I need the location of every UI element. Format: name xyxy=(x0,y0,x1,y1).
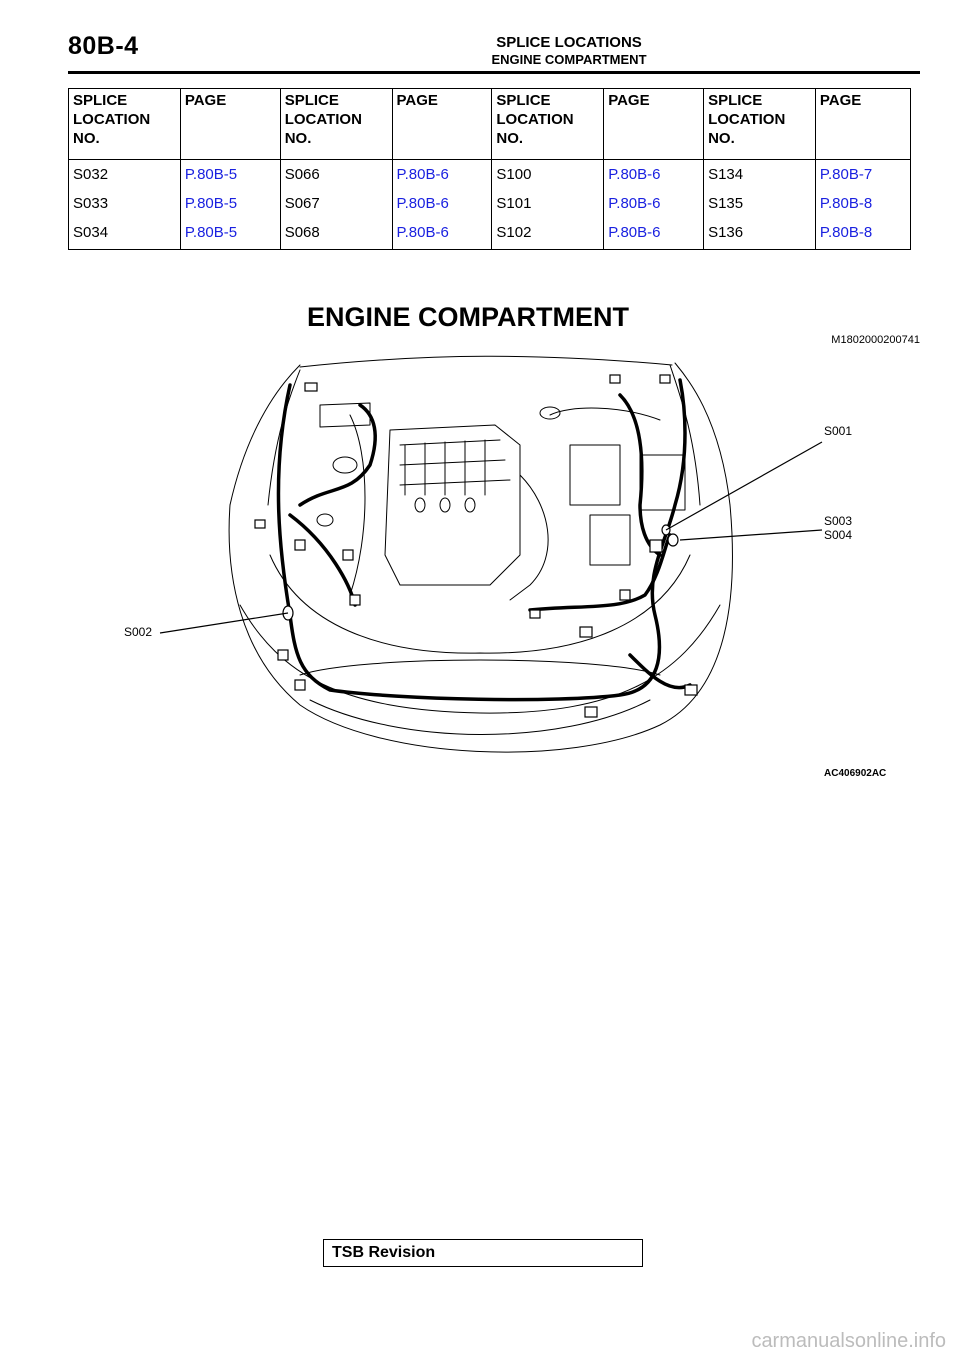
header-title: SPLICE LOCATIONS xyxy=(496,34,642,51)
page-link[interactable]: P.80B-6 xyxy=(392,218,492,250)
page-link[interactable]: P.80B-5 xyxy=(180,189,280,218)
table-row xyxy=(69,189,911,218)
engine-compartment-diagram xyxy=(100,355,840,775)
col-header: PAGE xyxy=(392,89,492,160)
col-header: SPLICE LOCATION NO. xyxy=(69,89,181,160)
page-link[interactable]: P.80B-7 xyxy=(815,160,910,190)
splice-id: S100 xyxy=(492,160,604,190)
splice-id: S135 xyxy=(704,189,816,218)
col-header: SPLICE LOCATION NO. xyxy=(492,89,604,160)
page-link[interactable]: P.80B-8 xyxy=(815,189,910,218)
splice-id: S136 xyxy=(704,218,816,250)
header-rule xyxy=(68,71,920,74)
callout-s002: S002 xyxy=(124,625,153,639)
page-link[interactable]: P.80B-6 xyxy=(392,160,492,190)
page-link[interactable]: P.80B-8 xyxy=(815,218,910,250)
splice-id: S066 xyxy=(280,160,392,190)
splice-id: S067 xyxy=(280,189,392,218)
splice-id: S032 xyxy=(69,160,181,190)
page-number: 80B-4 xyxy=(68,32,139,60)
col-header: SPLICE LOCATION NO. xyxy=(280,89,392,160)
page-link[interactable]: P.80B-6 xyxy=(604,189,704,218)
section-code: M1802000200741 xyxy=(831,334,920,346)
splice-id: S101 xyxy=(492,189,604,218)
callout-s004: S004 xyxy=(824,528,853,542)
col-header: PAGE xyxy=(180,89,280,160)
splice-id: S034 xyxy=(69,218,181,250)
table-row xyxy=(69,160,911,190)
splice-id: S102 xyxy=(492,218,604,250)
page-header xyxy=(68,30,920,76)
col-header: SPLICE LOCATION NO. xyxy=(704,89,816,160)
callout-s003: S003 xyxy=(824,514,853,528)
splice-id: S134 xyxy=(704,160,816,190)
footer-website: carmanualsonline.info xyxy=(751,1330,946,1352)
splice-id: S068 xyxy=(280,218,392,250)
table-header-row xyxy=(69,89,911,160)
header-subtitle: ENGINE COMPARTMENT xyxy=(491,52,647,67)
callout-s001: S001 xyxy=(824,424,853,438)
page-link[interactable]: P.80B-5 xyxy=(180,218,280,250)
col-header: PAGE xyxy=(815,89,910,160)
page-link[interactable]: P.80B-6 xyxy=(604,218,704,250)
tsb-revision-box xyxy=(323,1239,643,1267)
col-header: PAGE xyxy=(604,89,704,160)
splice-location-table xyxy=(68,88,911,250)
tsb-revision-label: TSB Revision xyxy=(332,1244,436,1261)
page-link[interactable]: P.80B-5 xyxy=(180,160,280,190)
figure-code: AC406902AC xyxy=(824,768,887,779)
splice-id: S033 xyxy=(69,189,181,218)
section-title: ENGINE COMPARTMENT xyxy=(307,302,629,332)
page-link[interactable]: P.80B-6 xyxy=(392,189,492,218)
page-link[interactable]: P.80B-6 xyxy=(604,160,704,190)
table-row xyxy=(69,218,911,250)
